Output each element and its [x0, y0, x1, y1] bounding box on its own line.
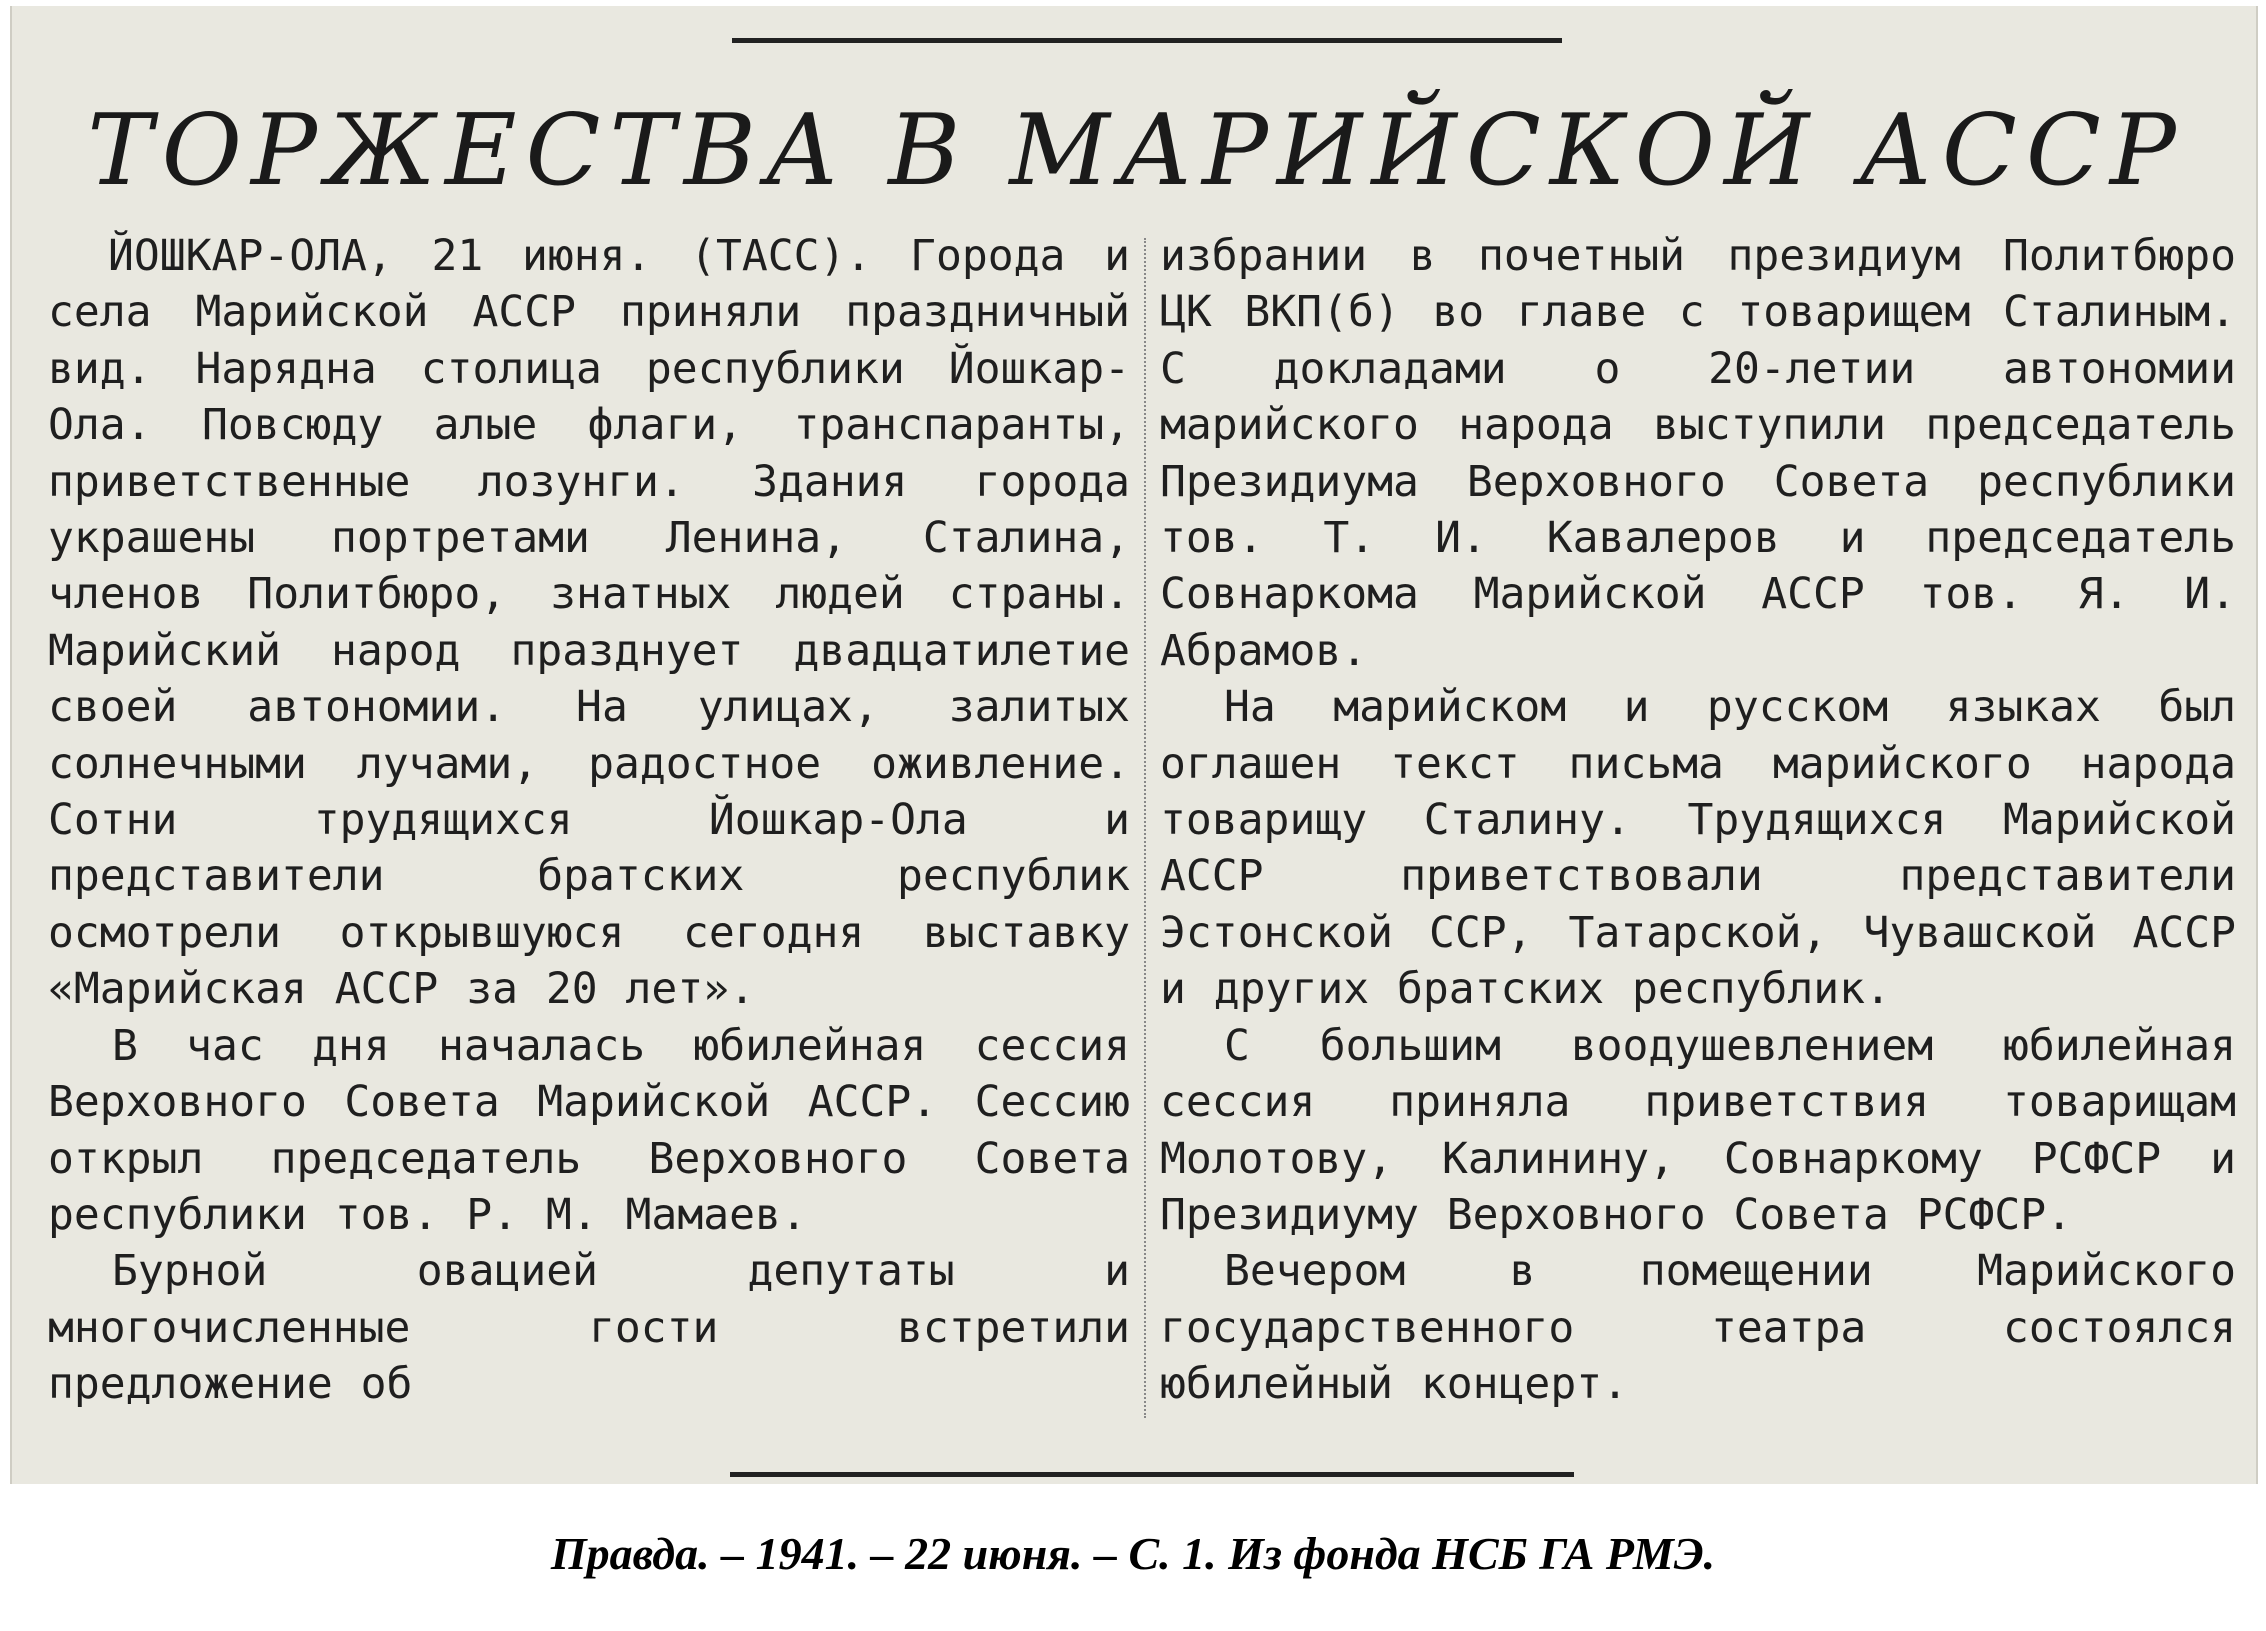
- right-paragraph-2: На марийском и русском языках был оглашен текст письма марийского народа товарищу Сталину. Трудящихся Марийской АССР приветствовали представители Эстонской ССР, Татарской, Чувашской АССР и других братских республик.: [1160, 682, 2236, 1015]
- left-paragraph-3: Бурной овацией депутаты и многочисленные гости встретили предложение об: [48, 1246, 1130, 1410]
- column-divider: [1144, 238, 1146, 1418]
- right-paragraph-3: С большим воодушевлением юбилейная сессия приняла приветствия товарищам Молотову, Калинину, Совнаркому РСФСР и Президиуму Верховного Совета РСФСР.: [1160, 1020, 2236, 1240]
- newspaper-clipping: [10, 6, 2258, 1484]
- article-right-column: [1160, 228, 2236, 1413]
- article-left-column: [48, 228, 1130, 1413]
- source-caption: Правда. – 1941. – 22 июня. – С. 1. Из фонда НСБ ГА РМЭ.: [550, 1528, 1716, 1579]
- bottom-rule: [730, 1472, 1574, 1477]
- right-paragraph-1: избрании в почетный президиум Политбюро ЦК ВКП(б) во главе с товарищем Сталиным. С докладами о 20-летии автономии марийского народа выступили председатель Президиума Верховного Совета республики тов. Т. И. Кавалеров и председатель Совнаркома Марийской АССР тов. Я. И. Абрамов.: [1160, 231, 2236, 676]
- article-headline: ТОРЖЕСТВА В МАРИЙСКОЙ АССР: [87, 94, 2185, 208]
- left-paragraph-2: В час дня началась юбилейная сессия Верховного Совета Марийской АССР. Сессию открыл председатель Верховного Совета республики тов. Р. М. Мамаев.: [48, 1020, 1130, 1240]
- left-paragraph-1: ЙОШКАР-ОЛА, 21 июня. (ТАСС). Города и села Марийской АССР приняли праздничный вид. Нарядна столица республики Йошкар-Ола. Повсюду алые флаги, транспаранты, приветственные лозунги. Здания города украшены портретами Ленина, Сталина, членов Политбюро, знатных людей страны. Марийский народ празднует двадцатилетие своей автономии. На улицах, залитых солнечными лучами, радостное оживление. Сотни трудящихся Йошкар-Ола и представители братских республик осмотрели открывшуюся сегодня выставку «Марийская АССР за 20 лет».: [48, 231, 1130, 1015]
- top-rule: [732, 38, 1562, 43]
- right-paragraph-4: Вечером в помещении Марийского государственного театра состоялся юбилейный концерт.: [1160, 1246, 2236, 1410]
